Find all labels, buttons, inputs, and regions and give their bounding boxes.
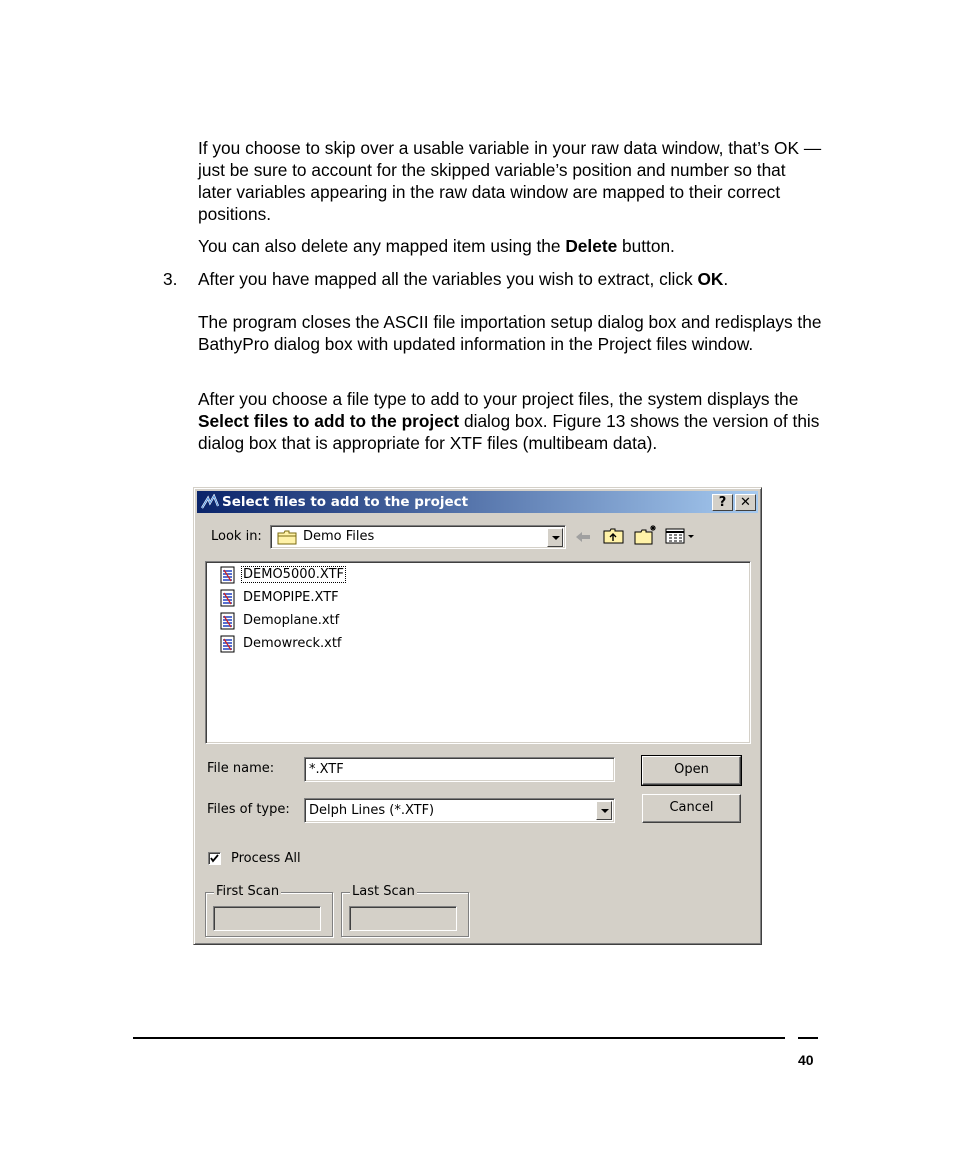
- look-in-label: Look in:: [211, 529, 262, 544]
- first-scan-label: First Scan: [216, 884, 280, 899]
- file-name: DEMO5000.XTF: [243, 567, 344, 582]
- file-name: DEMOPIPE.XTF: [243, 590, 339, 605]
- xtf-file-icon: [220, 589, 236, 607]
- checkmark-icon: [209, 853, 220, 864]
- back-arrow-icon[interactable]: [574, 530, 592, 544]
- up-folder-icon[interactable]: [603, 527, 625, 545]
- paragraph-program-closes: The program closes the ASCII file importation setup dialog box and redisplays the BathyPro dialog box with updated information in the Project files window.: [198, 312, 822, 354]
- close-button[interactable]: ✕: [735, 494, 756, 511]
- paragraph-delete-item: [198, 235, 823, 257]
- process-all-checkbox[interactable]: [208, 852, 221, 865]
- file-type-value: Delph Lines (*.XTF): [309, 803, 435, 818]
- dialog-title: Select files to add to the project: [222, 494, 469, 510]
- choose-text-pre: After you choose a file type to add to your project files, the system displays the: [198, 389, 799, 409]
- step-number: 3.: [163, 269, 178, 289]
- cancel-button[interactable]: Cancel: [642, 794, 741, 823]
- paragraph-choose-file-type: [198, 388, 823, 454]
- look-in-dropdown[interactable]: [270, 525, 566, 549]
- look-in-value: Demo Files: [303, 529, 375, 544]
- step-text-post: .: [723, 269, 729, 289]
- file-name-input-value: *.XTF: [309, 762, 344, 777]
- select-files-dialog: [193, 487, 762, 945]
- paragraph-skip-variable: If you choose to skip over a usable variable in your raw data window, that’s OK — just be sure to account for the skipped variable’s position and number so that later variables appearing in the raw data window are mapped to their correct positions.: [198, 138, 822, 224]
- file-name: Demowreck.xtf: [243, 636, 342, 651]
- process-all-label: Process All: [231, 851, 301, 866]
- xtf-file-icon: [220, 566, 236, 584]
- file-name: Demoplane.xtf: [243, 613, 340, 628]
- file-type-dropdown-arrow[interactable]: [596, 801, 612, 820]
- app-icon: [201, 494, 219, 510]
- file-list[interactable]: [205, 561, 751, 744]
- look-in-dropdown-arrow[interactable]: [547, 528, 563, 547]
- last-scan-group: [341, 884, 469, 937]
- file-type-label: Files of type:: [207, 802, 290, 817]
- file-name-input[interactable]: [304, 757, 615, 782]
- xtf-file-icon: [220, 635, 236, 653]
- delete-text-post: button.: [617, 236, 675, 256]
- step-instruction: [198, 268, 823, 290]
- delete-text-bold: Delete: [565, 236, 618, 256]
- choose-text-post: dialog box. Figure 13 shows the version of this dialog box that is appropriate for XTF files (multibeam data).: [198, 411, 820, 453]
- xtf-file-icon: [220, 612, 236, 630]
- new-folder-icon[interactable]: [634, 524, 658, 546]
- view-menu-icon[interactable]: [665, 528, 699, 544]
- folder-icon: [277, 530, 297, 545]
- step-text-pre: After you have mapped all the variables you wish to extract, click: [198, 269, 698, 289]
- last-scan-input[interactable]: [349, 906, 457, 931]
- step-text-bold: OK: [697, 269, 724, 289]
- open-button[interactable]: Open: [642, 756, 741, 785]
- file-type-dropdown[interactable]: [304, 798, 615, 823]
- file-name-label: File name:: [207, 761, 275, 776]
- footer-rule: [133, 1037, 785, 1039]
- first-scan-group: [205, 884, 333, 937]
- choose-text-bold: Select files to add to the project: [198, 411, 460, 431]
- dialog-title-bar[interactable]: [197, 491, 758, 513]
- last-scan-label: Last Scan: [352, 884, 415, 899]
- delete-text-pre: You can also delete any mapped item using the: [198, 236, 566, 256]
- help-button[interactable]: ?: [712, 494, 733, 511]
- page-number: 40: [798, 1052, 814, 1068]
- footer-rule-short: [798, 1037, 818, 1039]
- first-scan-input[interactable]: [213, 906, 321, 931]
